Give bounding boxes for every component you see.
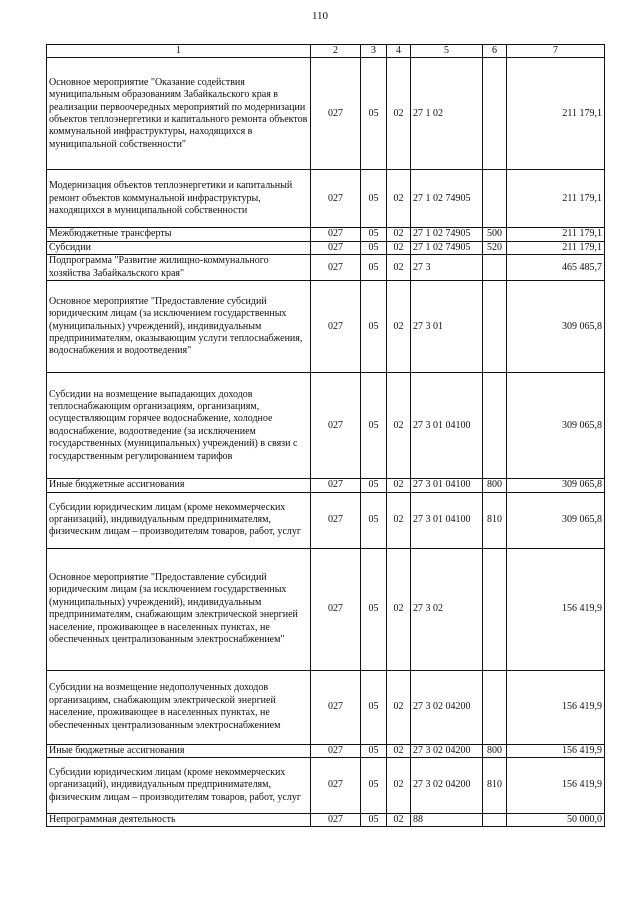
section-code: 05 <box>361 170 387 228</box>
amount: 211 179,1 <box>507 228 605 241</box>
ministry-code: 027 <box>311 492 361 548</box>
expense-type <box>483 814 507 827</box>
row-name: Иные бюджетные ассигнования <box>47 744 311 757</box>
expense-type <box>483 170 507 228</box>
amount: 156 419,9 <box>507 670 605 744</box>
table-row <box>47 744 605 757</box>
table-row <box>47 58 605 170</box>
subsection-code: 02 <box>387 479 411 492</box>
table-row <box>47 758 605 814</box>
subsection-code: 02 <box>387 228 411 241</box>
expense-type: 810 <box>483 758 507 814</box>
subsection-code: 02 <box>387 255 411 281</box>
row-name: Субсидии <box>47 241 311 254</box>
section-code: 05 <box>361 255 387 281</box>
row-name: Основное мероприятие "Предоставление субсидий юридическим лицам (за исключением государственных (муниципальных) учреждений), индивидуальным предпринимателям, снабжающим электрической энергией население, проживающее в населенных пунктах, не обеспеченных централизованным электроснабжением" <box>47 548 311 670</box>
amount: 309 065,8 <box>507 281 605 373</box>
ministry-code: 027 <box>311 281 361 373</box>
target-code: 27 1 02 <box>411 58 483 170</box>
expense-type: 500 <box>483 228 507 241</box>
target-code: 27 3 02 04200 <box>411 670 483 744</box>
ministry-code: 027 <box>311 670 361 744</box>
column-header: 3 <box>361 45 387 58</box>
table-row <box>47 670 605 744</box>
column-header: 4 <box>387 45 411 58</box>
subsection-code: 02 <box>387 373 411 479</box>
target-code: 27 1 02 74905 <box>411 241 483 254</box>
row-name: Подпрограмма "Развитие жилищно-коммунального хозяйства Забайкальского края" <box>47 255 311 281</box>
section-code: 05 <box>361 758 387 814</box>
target-code: 27 3 01 04100 <box>411 492 483 548</box>
section-code: 05 <box>361 58 387 170</box>
expense-type <box>483 58 507 170</box>
row-name: Непрограммная деятельность <box>47 814 311 827</box>
column-header: 7 <box>507 45 605 58</box>
ministry-code: 027 <box>311 548 361 670</box>
column-header: 1 <box>47 45 311 58</box>
row-name: Субсидии юридическим лицам (кроме некоммерческих организаций), индивидуальным предпринимателям, физическим лицам – производителям товаров, работ, услуг <box>47 492 311 548</box>
target-code: 27 3 <box>411 255 483 281</box>
ministry-code: 027 <box>311 758 361 814</box>
amount: 211 179,1 <box>507 241 605 254</box>
table-row <box>47 548 605 670</box>
amount: 309 065,8 <box>507 492 605 548</box>
row-name: Субсидии юридическим лицам (кроме некоммерческих организаций), индивидуальным предпринимателям, физическим лицам – производителям товаров, работ, услуг <box>47 758 311 814</box>
ministry-code: 027 <box>311 228 361 241</box>
expense-type <box>483 670 507 744</box>
row-name: Основное мероприятие "Оказание содействия муниципальным образованиям Забайкальского края в реализации первоочередных мероприятий по модернизации объектов теплоэнергетики и капитального ремонта объектов коммунальной инфраструктуры, находящихся в муниципальной собственности" <box>47 58 311 170</box>
target-code: 27 1 02 74905 <box>411 228 483 241</box>
subsection-code: 02 <box>387 758 411 814</box>
expense-type <box>483 373 507 479</box>
target-code: 27 3 02 04200 <box>411 744 483 757</box>
subsection-code: 02 <box>387 744 411 757</box>
expense-type <box>483 281 507 373</box>
table-row <box>47 281 605 373</box>
ministry-code: 027 <box>311 373 361 479</box>
amount: 156 419,9 <box>507 744 605 757</box>
column-header: 5 <box>411 45 483 58</box>
ministry-code: 027 <box>311 241 361 254</box>
target-code: 27 1 02 74905 <box>411 170 483 228</box>
table-header-row <box>47 45 605 58</box>
amount: 50 000,0 <box>507 814 605 827</box>
expense-type: 800 <box>483 479 507 492</box>
section-code: 05 <box>361 228 387 241</box>
ministry-code: 027 <box>311 814 361 827</box>
subsection-code: 02 <box>387 814 411 827</box>
subsection-code: 02 <box>387 670 411 744</box>
section-code: 05 <box>361 548 387 670</box>
page-number: 110 <box>311 10 329 22</box>
table-row <box>47 228 605 241</box>
expense-type: 810 <box>483 492 507 548</box>
table-row <box>47 479 605 492</box>
amount: 156 419,9 <box>507 548 605 670</box>
ministry-code: 027 <box>311 479 361 492</box>
expense-type: 520 <box>483 241 507 254</box>
section-code: 05 <box>361 373 387 479</box>
ministry-code: 027 <box>311 58 361 170</box>
subsection-code: 02 <box>387 281 411 373</box>
table-row <box>47 492 605 548</box>
amount: 465 485,7 <box>507 255 605 281</box>
column-header: 6 <box>483 45 507 58</box>
ministry-code: 027 <box>311 744 361 757</box>
subsection-code: 02 <box>387 492 411 548</box>
target-code: 88 <box>411 814 483 827</box>
target-code: 27 3 01 04100 <box>411 373 483 479</box>
subsection-code: 02 <box>387 170 411 228</box>
amount: 309 065,8 <box>507 479 605 492</box>
amount: 309 065,8 <box>507 373 605 479</box>
target-code: 27 3 02 04200 <box>411 758 483 814</box>
table-row <box>47 814 605 827</box>
table-row <box>47 241 605 254</box>
section-code: 05 <box>361 479 387 492</box>
target-code: 27 3 01 04100 <box>411 479 483 492</box>
section-code: 05 <box>361 281 387 373</box>
amount: 156 419,9 <box>507 758 605 814</box>
amount: 211 179,1 <box>507 170 605 228</box>
row-name: Основное мероприятие "Предоставление субсидий юридическим лицам (за исключением государственных (муниципальных) учреждений), индивидуальным предпринимателям, оказывающим услуги теплоснабжения, водоснабжения и водоотведения" <box>47 281 311 373</box>
row-name: Субсидии на возмещение выпадающих доходов теплоснабжающим организациям, организациям, осуществляющим горячее водоснабжение, холодное водоснабжение, водоотведение (за исключением государственных (муниципальных) учреждений) в связи с государственным регулированием тарифов <box>47 373 311 479</box>
expense-type <box>483 548 507 670</box>
row-name: Межбюджетные трансферты <box>47 228 311 241</box>
table-row <box>47 255 605 281</box>
target-code: 27 3 02 <box>411 548 483 670</box>
table-row <box>47 170 605 228</box>
section-code: 05 <box>361 492 387 548</box>
subsection-code: 02 <box>387 58 411 170</box>
budget-table <box>46 44 605 827</box>
subsection-code: 02 <box>387 548 411 670</box>
column-header: 2 <box>311 45 361 58</box>
amount: 211 179,1 <box>507 58 605 170</box>
target-code: 27 3 01 <box>411 281 483 373</box>
row-name: Модернизация объектов теплоэнергетики и капитальный ремонт объектов коммунальной инфраструктуры, находящихся в муниципальной собственности <box>47 170 311 228</box>
ministry-code: 027 <box>311 170 361 228</box>
section-code: 05 <box>361 670 387 744</box>
table-row <box>47 373 605 479</box>
expense-type <box>483 255 507 281</box>
section-code: 05 <box>361 241 387 254</box>
expense-type: 800 <box>483 744 507 757</box>
section-code: 05 <box>361 814 387 827</box>
row-name: Иные бюджетные ассигнования <box>47 479 311 492</box>
subsection-code: 02 <box>387 241 411 254</box>
row-name: Субсидии на возмещение недополученных доходов организациям, снабжающим электрической энергией население, проживающее в населенных пунктах, не обеспеченных централизованным электроснабжением <box>47 670 311 744</box>
section-code: 05 <box>361 744 387 757</box>
ministry-code: 027 <box>311 255 361 281</box>
